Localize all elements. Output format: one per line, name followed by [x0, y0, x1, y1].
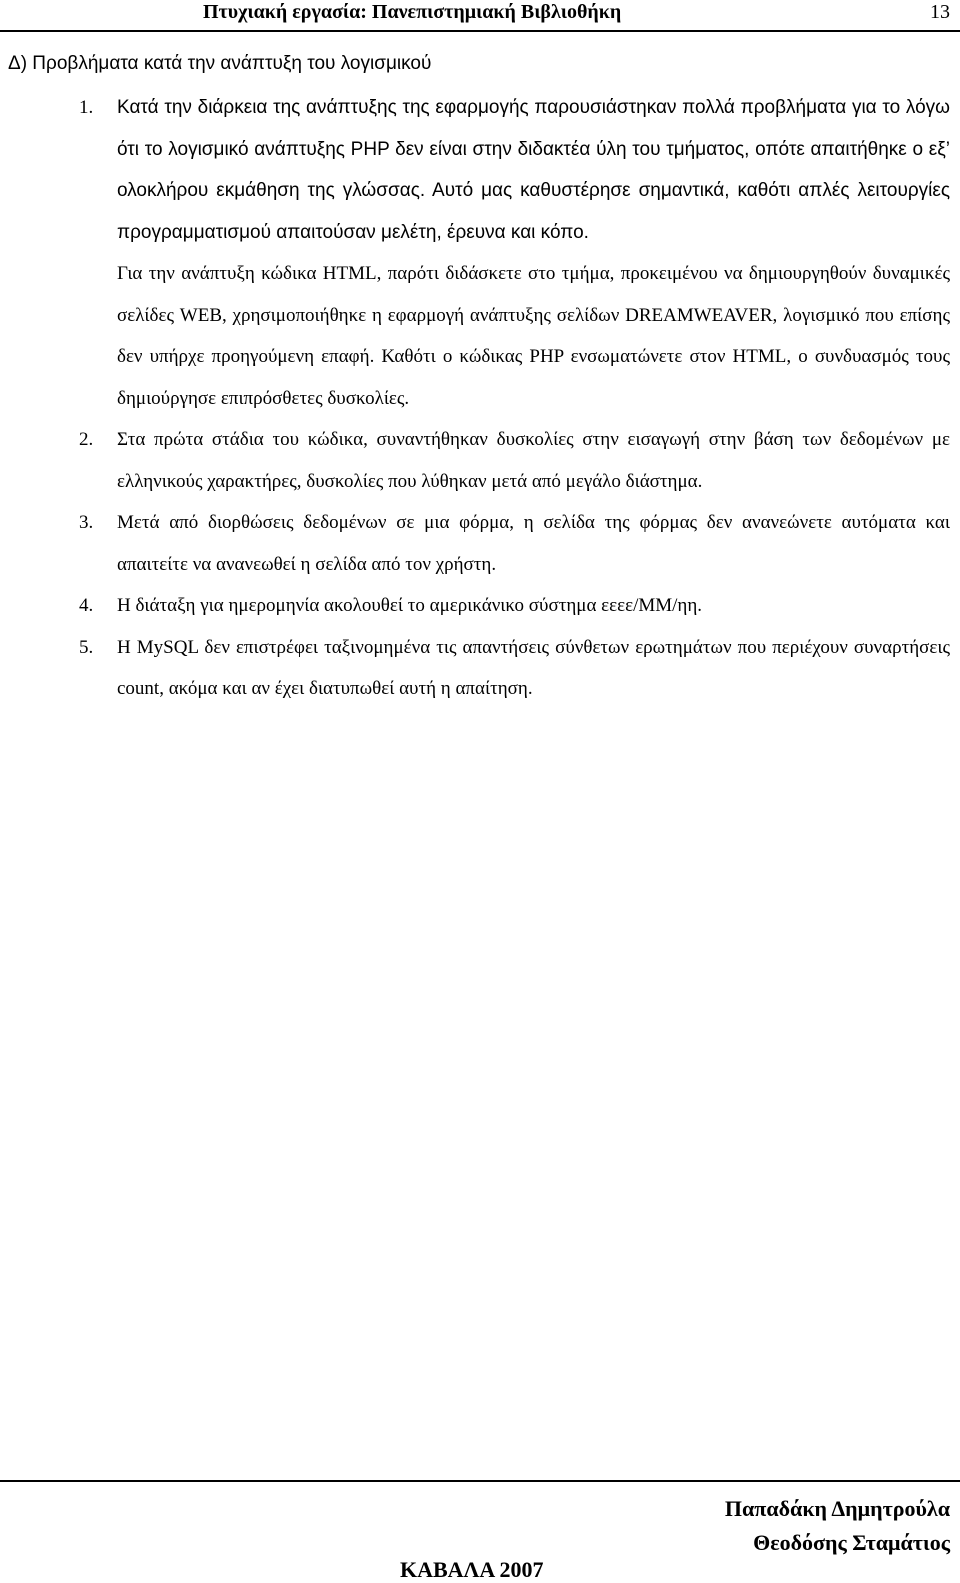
list-item-number: 2.: [79, 429, 94, 450]
page-number: 13: [930, 1, 950, 23]
list-item-number: 3.: [79, 512, 94, 533]
list-item-number: 5.: [79, 636, 94, 658]
author-name-1: Παπαδάκη Δημητρούλα: [724, 1496, 950, 1521]
list-item-1-continuation: Για την ανάπτυξη κώδικα HTML, παρότι διδάσκετε στο τμήμα, προκειμένου να δημιουργηθούν δυναμικές σελίδες WEB, χρησιμοποιήθηκε η εφαρμογή ανάπτυξης σελίδων DREAMWEAVER, λογισμικό που επίσης δεν υπήρχε προηγούμενη επαφή. Καθότι ο κώδικας PHP ενσωματώνετε στον HTML, ο συνδυασμός τους δημιούργησε επιπρόσθετες δυσκολίες.: [117, 263, 950, 409]
list-item-text: Μετά από διορθώσεις δεδομένων σε μια φόρμα, η σελίδα της φόρμας δεν ανανεώνετε αυτόματα και απαιτείτε να ανανεωθεί η σελίδα από τον χρήστη.: [117, 512, 950, 575]
list-item-4: [0, 585, 960, 627]
problem-list: [0, 87, 960, 710]
place-year: ΚΑΒΑΛΑ 2007: [400, 1557, 544, 1582]
list-item-number: 4.: [79, 595, 94, 616]
list-item-text: Στα πρώτα στάδια του κώδικα, συναντήθηκαν δυσκολίες στην εισαγωγή στην βάση των δεδομένων με ελληνικούς χαρακτήρες, δυσκολίες που λύθηκαν μετά από μεγάλο διάστημα.: [117, 429, 950, 492]
author-name-2: Θεοδόσης Σταμάτιος: [753, 1530, 950, 1555]
list-item-text: Η διάταξη για ημερομηνία ακολουθεί το αμερικάνικο σύστημα εεεε/ΜΜ/ηη.: [117, 595, 703, 616]
list-item-1: [0, 87, 960, 253]
header-divider: [0, 30, 960, 32]
list-item-number: 1.: [79, 97, 94, 118]
page-header: [0, 0, 960, 28]
list-item-2: [0, 419, 960, 502]
section-title: Δ) Προβλήματα κατά την ανάπτυξη του λογισμικού: [8, 53, 432, 74]
list-item-text: Η MySQL δεν επιστρέφει ταξινομημένα τις απαντήσεις σύνθετων ερωτημάτων που περιέχουν συναρτήσεις count, ακόμα και αν έχει διατυπωθεί αυτή η απαίτηση.: [117, 636, 950, 699]
header-title: Πτυχιακή εργασία: Πανεπιστημιακή Βιβλιοθήκη: [203, 1, 622, 23]
list-item-text: Κατά την διάρκεια της ανάπτυξης της εφαρμογής παρουσιάστηκαν πολλά προβλήματα για το λόγω ότι το λογισμικό ανάπτυξης PHP δεν είναι στην διδακτέα ύλη του τμήματος, οπότε απαιτήθηκε ο εξ’ ολοκλήρου εκμάθηση της γλώσσας. Αυτό μας καθυστέρησε σημαντικά, καθότι απλές λειτουργίες προγραμματισμού απαιτούσαν μελέτη, έρευνα και κόπο.: [117, 97, 950, 243]
list-item-5: [0, 627, 960, 710]
footer-divider: [0, 1480, 960, 1482]
list-item-3: [0, 502, 960, 585]
